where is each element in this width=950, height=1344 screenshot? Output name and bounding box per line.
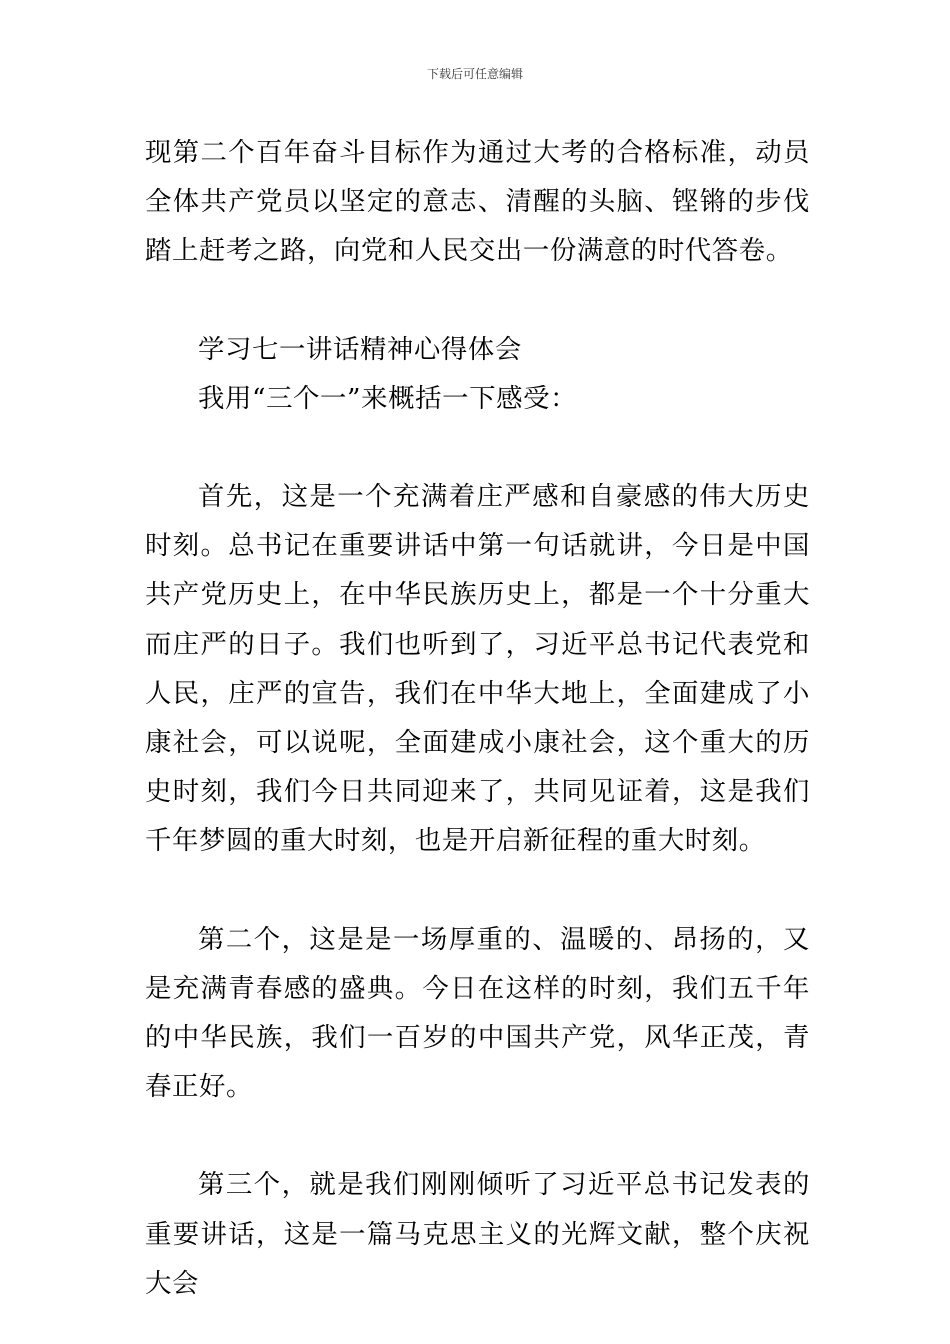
section-title: 学习七一讲话精神心得体会	[198, 333, 522, 365]
paragraph-intro: 我用“三个一”来概括一下感受：	[198, 382, 578, 414]
paragraph-spacer	[145, 866, 810, 915]
paragraph-spacer	[145, 1111, 810, 1160]
paragraph-continuation: 现第二个百年奋斗目标作为通过大考的合格标准，动员全体共产党员以坚定的意志、清醒的头脑、铿锵的步伐踏上赶考之路，向党和人民交出一份满意的时代答卷。	[145, 137, 810, 267]
paragraph-third: 第三个，就是我们刚刚倾听了习近平总书记发表的重要讲话，这是一篇马克思主义的光辉文献，整个庆祝大会	[145, 1169, 810, 1299]
paragraph-spacer	[145, 276, 810, 325]
paragraph-second: 第二个，这是是一场厚重的、温暖的、昂扬的，又是充满青春感的盛典。今日在这样的时刻，我们五千年的中华民族，我们一百岁的中国共产党，风华正茂，青春正好。	[145, 923, 810, 1103]
page-header: 下载后可任意编辑	[426, 67, 523, 81]
paragraph-spacer	[145, 423, 810, 472]
document-body	[145, 128, 810, 1308]
paragraph-first: 首先，这是一个充满着庄严感和自豪感的伟大历史时刻。总书记在重要讲话中第一句话就讲，今日是中国共产党历史上，在中华民族历史上，都是一个十分重大而庄严的日子。我们也听到了，习近平总书记代表党和人民，庄严的宣告，我们在中华大地上，全面建成了小康社会，可以说呢，全面建成小康社会，这个重大的历史时刻，我们今日共同迎来了，共同见证着，这是我们千年梦圆的重大时刻，也是开启新征程的重大时刻。	[145, 481, 810, 857]
